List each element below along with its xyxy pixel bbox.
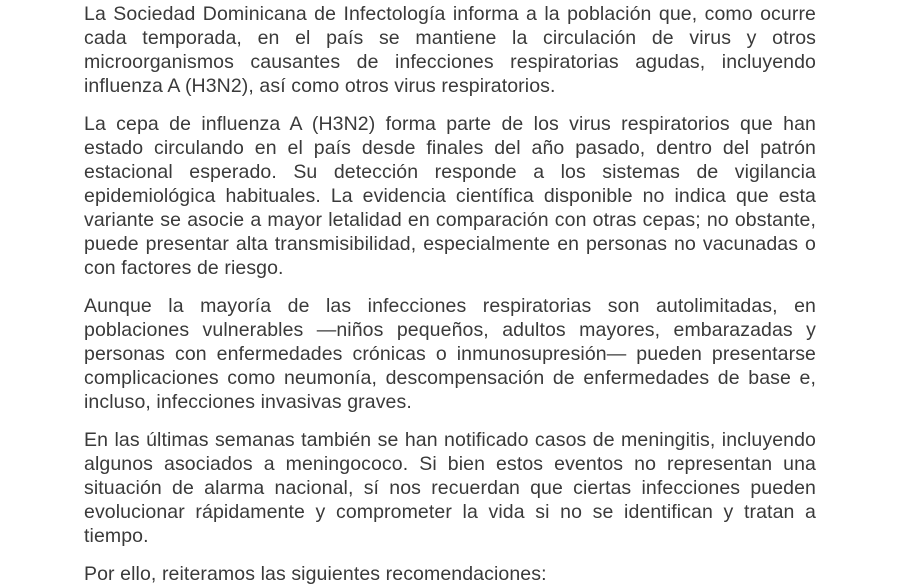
paragraph-vulnerable-populations: Aunque la mayoría de las infecciones respiratorias son autolimitadas, en poblaciones vulnerables —niños pequeños, adultos mayores, embarazadas y personas con enfermedades crónicas o inmunosupresión— pueden presentarse complicaciones como neumonía, descompensación de enfermedades de base e, incluso, infecciones invasivas graves. bbox=[84, 295, 816, 413]
paragraph-intro: La Sociedad Dominicana de Infectología informa a la población que, como ocurre cada temporada, en el país se mantiene la circulación de virus y otros microorganismos causantes de infecciones respiratorias agudas, incluyendo influenza A (H3N2), así como otros virus respiratorios. bbox=[84, 3, 816, 97]
paragraph-h3n2-details: La cepa de influenza A (H3N2) forma parte de los virus respiratorios que han estado circulando en el país desde finales del año pasado, dentro del patrón estacional esperado. Su detección responde a los sistemas de vigilancia epidemiológica habituales. La evidencia científica disponible no indica que esta variante se asocie a mayor letalidad en comparación con otras cepas; no obstante, puede presentar alta transmisibilidad, especialmente en personas no vacunadas o con factores de riesgo. bbox=[84, 113, 816, 279]
paragraph-meningitis: En las últimas semanas también se han notificado casos de meningitis, incluyendo algunos asociados a meningococo. Si bien estos eventos no representan una situación de alarma nacional, sí nos recuerdan que ciertas infecciones pueden evolucionar rápidamente y comprometer la vida si no se identifican y tratan a tiempo. bbox=[84, 429, 816, 547]
paragraph-recommendations-lead: Por ello, reiteramos las siguientes recomendaciones: bbox=[84, 563, 547, 585]
